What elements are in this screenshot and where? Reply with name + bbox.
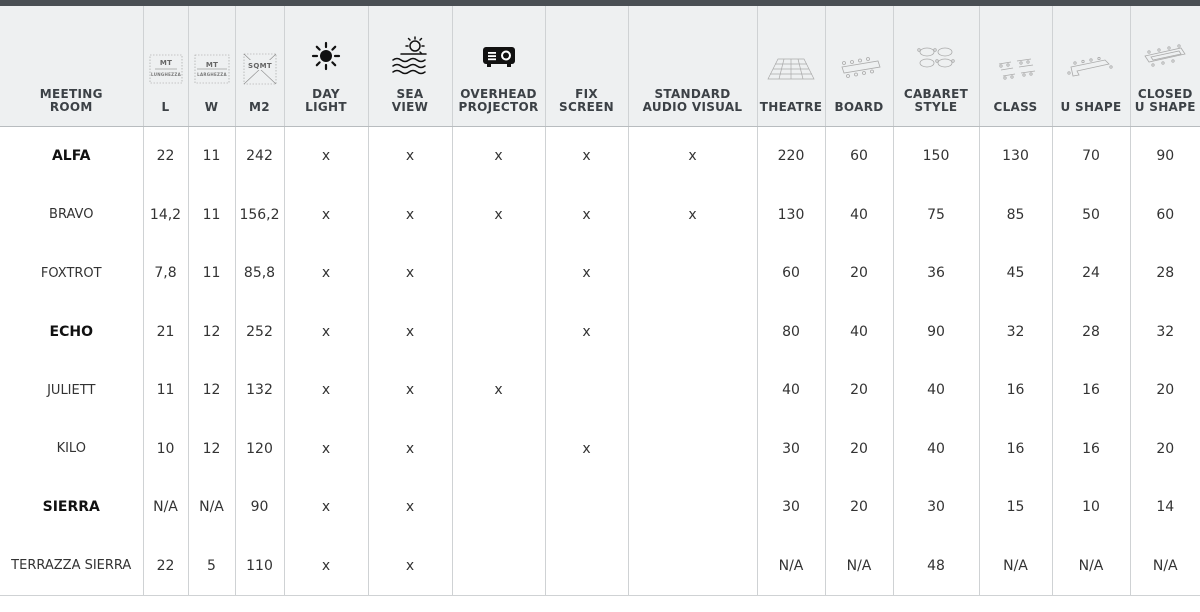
col-header-projector (452, 6, 545, 127)
col-header-cabaret (893, 6, 979, 127)
cell-daylight: x (284, 420, 368, 479)
cell-theatre: 40 (757, 361, 825, 420)
u-shape-layout-icon (1065, 49, 1117, 89)
cell-closed-ushape: 60 (1156, 206, 1175, 223)
cell-screen: x (545, 127, 628, 186)
col-label-screen: FIX SCREEN (559, 87, 614, 114)
cell-closed-ushape: N/A (1130, 537, 1200, 596)
sea-view-icon (391, 36, 429, 76)
col-label-ushape: U SHAPE (1060, 100, 1122, 114)
col-header-seaview (368, 6, 452, 127)
cell-ushape: 24 (1052, 244, 1130, 303)
board-layout-icon (834, 49, 884, 89)
cell-length: 10 (143, 420, 188, 479)
cell-audio (628, 420, 757, 479)
cell-cabaret: 30 (893, 478, 979, 537)
cell-class: 16 (979, 361, 1052, 420)
cell-width: 12 (188, 361, 235, 420)
area-icon (242, 49, 278, 89)
cell-width: 12 (188, 420, 235, 479)
cell-board: 20 (825, 478, 893, 537)
cell-area: 132 (235, 361, 284, 420)
cell-cabaret: 75 (893, 186, 979, 245)
cell-area: 110 (235, 537, 284, 596)
col-label-width: W (204, 100, 219, 114)
cell-closed-ushape: 20 (1156, 382, 1175, 399)
cell-screen (545, 361, 628, 420)
cell-ushape: N/A (1052, 537, 1130, 596)
cell-audio (628, 478, 757, 537)
cell-length: 7,8 (143, 244, 188, 303)
cell-audio (628, 303, 757, 362)
cell-audio (628, 244, 757, 303)
cell-projector (452, 303, 545, 362)
cell-area: 156,2 (235, 186, 284, 245)
width-icon-label: MT (205, 61, 218, 69)
cell-board: 40 (825, 186, 893, 245)
col-header-audio (628, 6, 757, 127)
col-label-board: BOARD (834, 100, 884, 114)
cell-theatre: 220 (757, 127, 825, 186)
header-row (0, 6, 1200, 127)
theatre-layout-icon (764, 49, 818, 89)
cell-closed-ushape: 20 (1156, 440, 1175, 457)
table-row (0, 127, 1200, 186)
cell-area: 252 (235, 303, 284, 362)
cell-theatre: N/A (757, 537, 825, 596)
col-header-screen (545, 6, 628, 127)
room-name: FOXTROT (0, 244, 143, 303)
room-name: ECHO (0, 303, 143, 362)
width-icon (194, 49, 230, 89)
col-header-theatre (757, 6, 825, 127)
length-icon-label: MT (159, 59, 172, 67)
cell-length: 21 (143, 303, 188, 362)
cell-ushape: 50 (1052, 186, 1130, 245)
cell-seaview: x (368, 361, 452, 420)
col-header-class (979, 6, 1052, 127)
cell-class: 16 (979, 420, 1052, 479)
cell-closed-ushape: 90 (1156, 148, 1175, 165)
table-row (0, 420, 1200, 479)
cell-daylight: x (284, 361, 368, 420)
cell-width: 12 (188, 303, 235, 362)
col-header-board (825, 6, 893, 127)
cell-seaview: x (368, 537, 452, 596)
cell-seaview: x (368, 420, 452, 479)
col-label-theatre: THEATRE (759, 100, 823, 114)
cell-theatre: 80 (757, 303, 825, 362)
cell-audio: x (628, 186, 757, 245)
table-row (0, 478, 1200, 537)
table-row (0, 303, 1200, 362)
length-icon-sublabel: LUNGHEZZA (150, 72, 181, 77)
meeting-rooms-table (0, 6, 1200, 596)
length-icon (149, 49, 183, 89)
cell-daylight: x (284, 478, 368, 537)
cell-class: 45 (979, 244, 1052, 303)
table-row (0, 244, 1200, 303)
cell-cabaret: 90 (893, 303, 979, 362)
col-label-length: L (161, 100, 170, 114)
cell-ushape: 28 (1052, 303, 1130, 362)
cell-class: 130 (979, 127, 1052, 186)
cell-screen (545, 537, 628, 596)
cell-screen: x (545, 303, 628, 362)
cell-projector: x (452, 361, 545, 420)
table-row (0, 537, 1200, 596)
cell-screen: x (545, 186, 628, 245)
closed-u-shape-layout-icon (1139, 36, 1191, 76)
cell-seaview: x (368, 186, 452, 245)
cell-daylight: x (284, 244, 368, 303)
col-header-meeting-room (0, 6, 143, 127)
col-label-projector: OVERHEAD PROJECTOR (458, 87, 539, 114)
cell-board: 60 (825, 127, 893, 186)
cell-area: 242 (235, 127, 284, 186)
cell-width: N/A (188, 478, 235, 537)
cell-board: N/A (825, 537, 893, 596)
cell-cabaret: 40 (893, 420, 979, 479)
cell-class: 32 (979, 303, 1052, 362)
cell-board: 20 (825, 361, 893, 420)
cell-seaview: x (368, 244, 452, 303)
col-label-daylight: DAY LIGHT (305, 87, 347, 114)
room-name: KILO (0, 420, 143, 479)
cell-class: 85 (979, 186, 1052, 245)
cell-audio (628, 537, 757, 596)
cell-projector (452, 478, 545, 537)
cell-projector (452, 244, 545, 303)
cell-theatre: 60 (757, 244, 825, 303)
cell-seaview: x (368, 478, 452, 537)
room-name: SIERRA (0, 478, 143, 537)
cell-ushape: 10 (1052, 478, 1130, 537)
cabaret-layout-icon (913, 36, 959, 76)
cell-length: 22 (143, 127, 188, 186)
cell-width: 11 (188, 186, 235, 245)
cell-class: N/A (979, 537, 1052, 596)
col-label-class: CLASS (993, 100, 1038, 114)
cell-length: 14,2 (143, 186, 188, 245)
room-name: ALFA (0, 127, 143, 186)
cell-board: 20 (825, 244, 893, 303)
cell-length: 11 (143, 361, 188, 420)
cell-projector (452, 420, 545, 479)
cell-daylight: x (284, 537, 368, 596)
cell-board: 20 (825, 420, 893, 479)
class-layout-icon (993, 49, 1039, 89)
projector-icon (481, 36, 517, 76)
cell-closed-ushape: 14 (1156, 499, 1175, 516)
room-name: TERRAZZA SIERRA (0, 537, 143, 596)
cell-area: 120 (235, 420, 284, 479)
table-row (0, 186, 1200, 245)
cell-seaview: x (368, 127, 452, 186)
sun-icon (311, 36, 341, 76)
cell-daylight: x (284, 127, 368, 186)
col-label-meeting-room: MEETING ROOM (39, 87, 103, 114)
cell-theatre: 130 (757, 186, 825, 245)
cell-screen: x (545, 244, 628, 303)
cell-cabaret: 48 (893, 537, 979, 596)
cell-cabaret: 40 (893, 361, 979, 420)
cell-closed-ushape: 32 (1156, 323, 1175, 340)
table-row (0, 361, 1200, 420)
cell-cabaret: 150 (893, 127, 979, 186)
cell-length: N/A (143, 478, 188, 537)
cell-projector: x (452, 186, 545, 245)
room-name: BRAVO (0, 186, 143, 245)
col-header-closed-ushape (1130, 6, 1200, 127)
cell-ushape: 16 (1052, 420, 1130, 479)
col-label-cabaret: CABARET STYLE (903, 87, 969, 114)
cell-projector (452, 537, 545, 596)
cell-width: 5 (188, 537, 235, 596)
cell-cabaret: 36 (893, 244, 979, 303)
col-header-daylight (284, 6, 368, 127)
col-header-ushape (1052, 6, 1130, 127)
col-label-seaview: SEA VIEW (391, 87, 429, 114)
cell-class: 15 (979, 478, 1052, 537)
cell-theatre: 30 (757, 478, 825, 537)
cell-length: 22 (143, 537, 188, 596)
col-header-length (143, 6, 188, 127)
cell-daylight: x (284, 303, 368, 362)
col-label-audio: STANDARD AUDIO VISUAL (642, 87, 743, 114)
cell-projector: x (452, 127, 545, 186)
col-header-width (188, 6, 235, 127)
cell-ushape: 16 (1052, 361, 1130, 420)
cell-width: 11 (188, 127, 235, 186)
cell-seaview: x (368, 303, 452, 362)
cell-audio: x (628, 127, 757, 186)
cell-board: 40 (825, 303, 893, 362)
cell-area: 85,8 (235, 244, 284, 303)
cell-theatre: 30 (757, 420, 825, 479)
cell-daylight: x (284, 186, 368, 245)
cell-screen (545, 478, 628, 537)
cell-ushape: 70 (1052, 127, 1130, 186)
room-name: JULIETT (0, 361, 143, 420)
cell-width: 11 (188, 244, 235, 303)
cell-screen: x (545, 420, 628, 479)
cell-area: 90 (235, 478, 284, 537)
col-label-area: M2 (249, 100, 270, 114)
width-icon-sublabel: LARGHEZZA (196, 72, 227, 77)
col-label-closed-ushape: CLOSED U SHAPE (1134, 87, 1196, 114)
col-header-area (235, 6, 284, 127)
cell-closed-ushape: 28 (1156, 265, 1175, 282)
cell-audio (628, 361, 757, 420)
area-icon-label: SQMT (247, 62, 272, 70)
